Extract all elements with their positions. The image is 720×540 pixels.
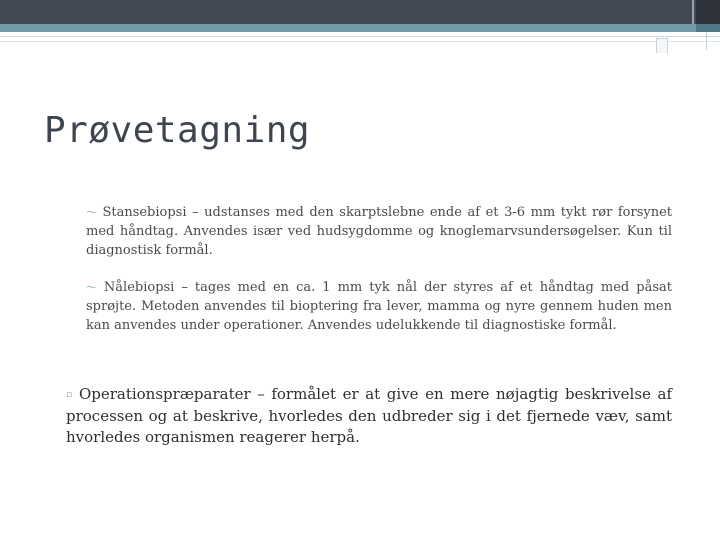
accent-bar	[0, 24, 720, 32]
wave-bullet-icon: 〜	[86, 206, 99, 219]
sub-bullet-item	[86, 203, 672, 260]
sub-bullet-text: Nålebiopsi – tages med en ca. 1 mm tyk nål der styres af et håndtag med påsat sprøjte. Metoden anvendes til bioptering fra lever, mamma og nyre gennem huden men kan anvendes under operationer. Anvendes udelukkende til diagnostiske formål.	[86, 280, 672, 333]
sub-bullet-list	[86, 203, 672, 335]
main-bullet-text: Operationspræparater – formålet er at give en mere nøjagtig beskrivelse af processen og at beskrive, hvorledes den udbreder sig i det fjernede væv, samt hvorledes organismen reagerer herpå.	[66, 385, 672, 446]
main-bullet-item	[66, 384, 672, 448]
divider-line-secondary	[0, 41, 720, 42]
corner-divider	[706, 32, 707, 50]
sub-bullet-item	[86, 278, 672, 335]
sub-bullet-text: Stansebiopsi – udstanses med den skarptslebne ende af et 3-6 mm tykt rør forsynet med håndtag. Anvendes især ved hudsygdomme og knoglemarvsundersøgelser. Kun til diagnostisk formål.	[86, 205, 672, 258]
header-bar	[0, 0, 720, 24]
divider-line	[0, 36, 720, 37]
ribbon-decoration	[656, 38, 668, 53]
wave-bullet-icon: 〜	[86, 281, 100, 294]
accent-bar-corner	[696, 24, 720, 32]
header-bar-separator	[692, 0, 694, 24]
slide-title: Prøvetagning	[44, 110, 311, 151]
square-bullet-icon: ▫	[66, 390, 74, 400]
header-bar-corner	[696, 0, 720, 24]
